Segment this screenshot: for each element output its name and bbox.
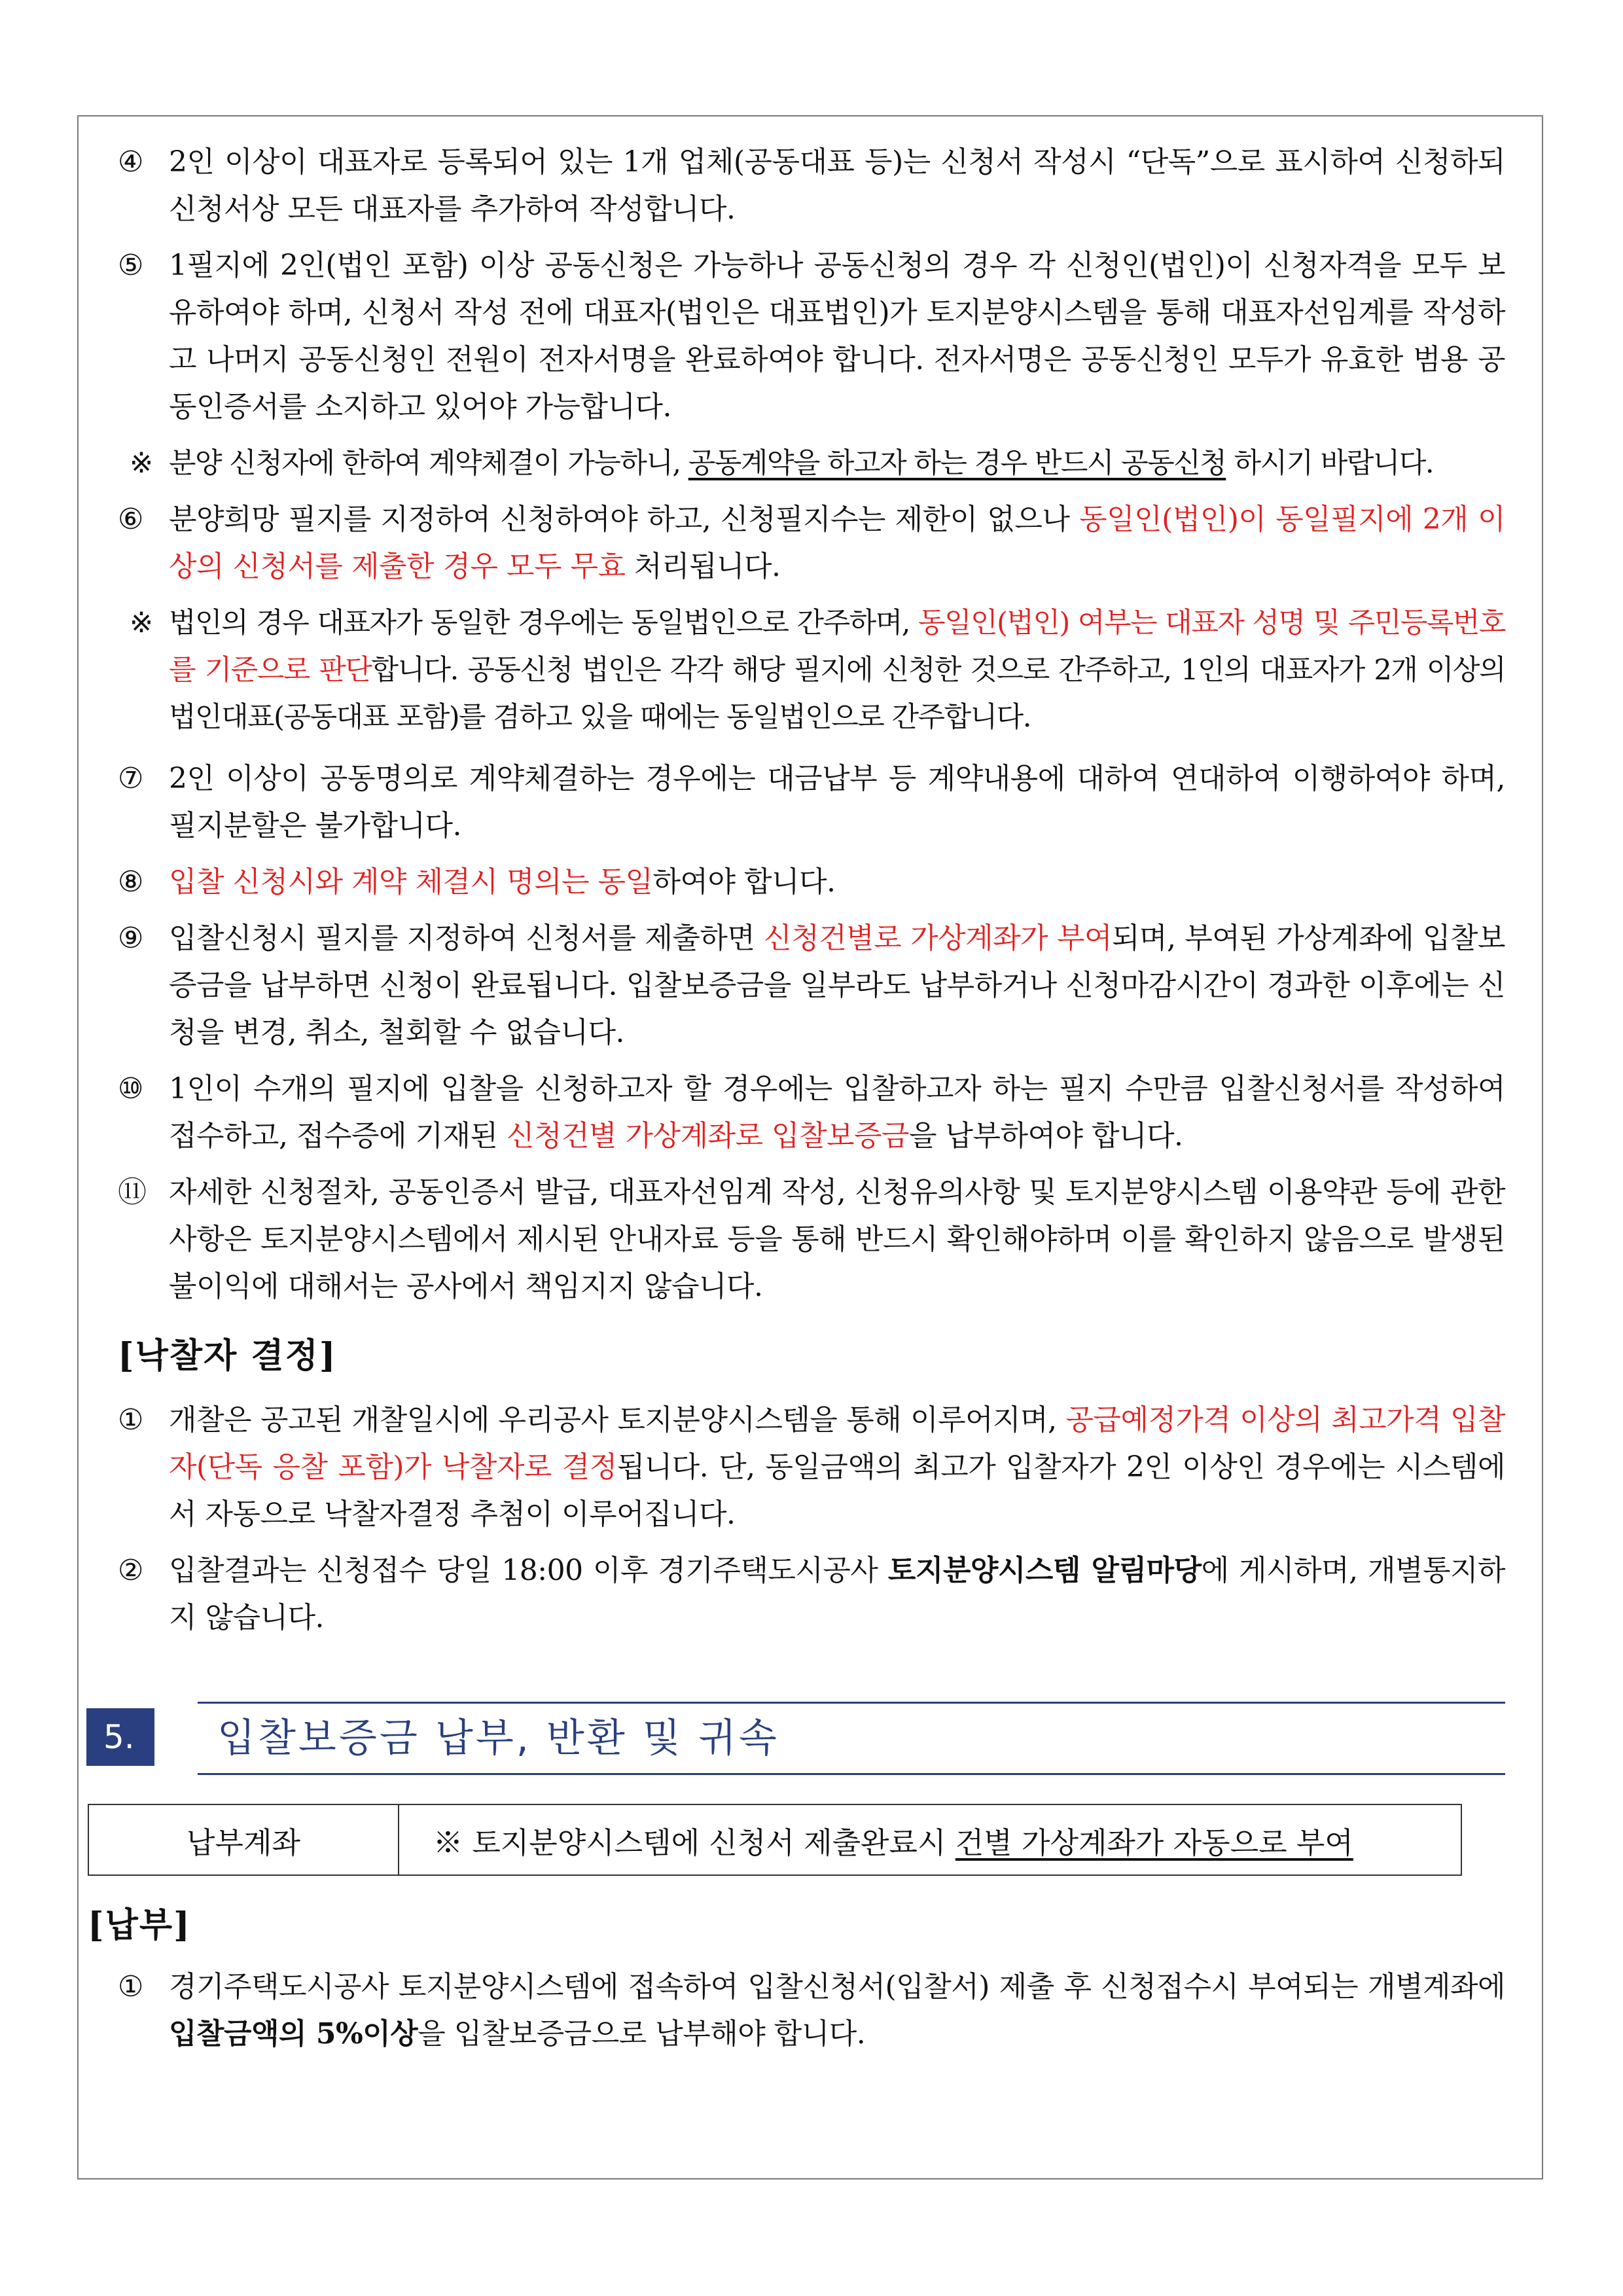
value-text: 토지분양시스템에 신청서 제출완료시	[472, 1825, 955, 1860]
note-joint-contract	[118, 440, 1505, 487]
item-number: ⑨	[118, 922, 143, 955]
item-text: 자세한 신청절차, 공동인증서 발급, 대표자선임계 작성, 신청유의사항 및 토지분양시스템 이용약관 등에 관한 사항은 토지분양시스템에서 제시된 안내자료 등을 통해 반드시 확인해야하며 이를 확인하지 않음으로 발생된 불이익에 대해서는 공사에서 책임지지 않습니다.	[169, 1175, 1505, 1303]
payment-heading: [납부]	[88, 1905, 191, 1945]
item-number: ②	[118, 1554, 143, 1587]
item-number: ①	[118, 1403, 143, 1437]
item-text-end: 됩니다. 단, 동일금액의 최고가 입찰자가 2인 이상인 경우에는 시스템에서 자동으로 낙찰자결정 추첨이 이루어집니다.	[169, 1450, 1505, 1531]
note-text-end: 하시기 바랍니다.	[1226, 447, 1434, 480]
note-text: 분양 신청자에 한하여 계약체결이 가능하니,	[169, 447, 688, 480]
item-number: ⑩	[118, 1072, 143, 1105]
item-text: 2인 이상이 공동명의로 계약체결하는 경우에는 대금납부 등 계약내용에 대하여 연대하여 이행하여야 하며, 필지분할은 불가합니다.	[169, 762, 1505, 842]
item-number: ⑤	[118, 249, 143, 282]
item-text: 분양희망 필지를 지정하여 신청하여야 하고, 신청필지수는 제한이 없으나	[169, 503, 1080, 536]
item-bold-text: 토지분양시스템 알림마당	[887, 1554, 1202, 1587]
item-warning-text: 공급예정가격 이상의 최고가격 입찰자(단독 응찰 포함)가 낙찰자로 결정	[169, 1403, 1505, 1484]
item-text: 개찰은 공고된 개찰일시에 우리공사 토지분양시스템을 통해 이루어지며,	[169, 1403, 1066, 1437]
note-warning-text: 동일인(법인) 여부는 대표자 성명 및 주민등록번호를 기준으로 판단	[169, 607, 1505, 687]
item-text-end: 되며, 부여된 가상계좌에 입찰보증금을 납부하면 신청이 완료됩니다. 입찰보증금을 일부라도 납부하거나 신청마감시간이 경과한 이후에는 신청을 변경, 취소, 철회할 수 없습니다.	[169, 922, 1506, 1049]
item-text-end: 에 게시하며, 개별통지하지 않습니다.	[169, 1554, 1505, 1634]
list-item-11	[118, 1169, 1505, 1310]
list-item-8	[118, 859, 1505, 906]
item-number: ⑥	[118, 503, 143, 536]
winner-decision-heading: [낙찰자 결정]	[118, 1336, 337, 1376]
list-item-4	[118, 139, 1505, 233]
item-number: ⑦	[118, 762, 143, 795]
item-text-end: 을 입찰보증금으로 납부해야 합니다.	[418, 2017, 866, 2051]
item-text: 입찰결과는 신청접수 당일 18:00 이후 경기주택도시공사	[169, 1554, 888, 1587]
item-text: 1인이 수개의 필지에 입찰을 신청하고자 할 경우에는 입찰하고자 하는 필지 수만큼 입찰신청서를 작성하여 접수하고, 접수증에 기재된	[169, 1072, 1505, 1153]
item-warning-text: 신청건별 가상계좌로 입찰보증금	[507, 1119, 910, 1153]
list-item-9	[118, 915, 1505, 1056]
reference-mark-icon: ※	[130, 607, 152, 639]
list-item-7	[118, 755, 1505, 850]
payment-item-1	[118, 1964, 1505, 2058]
note-same-corporation	[118, 600, 1505, 741]
item-warning-text: 입찰 신청시와 계약 체결시 명의는 동일	[169, 865, 653, 899]
table-value-cell	[399, 1804, 1461, 1875]
item-text: 입찰신청시 필지를 지정하여 신청서를 제출하면	[169, 922, 764, 955]
note-text-end: 합니다. 공동신청 법인은 각각 해당 필지에 신청한 것으로 간주하고, 1인의 대표자가 2개 이상의 법인대표(공동대표 포함)를 겸하고 있을 때에는 동일법인으로 간주합니다.	[169, 654, 1505, 734]
list-item-10	[118, 1066, 1505, 1160]
winner-item-1	[118, 1397, 1505, 1538]
section-number-badge: 5.	[86, 1708, 154, 1766]
item-number: ①	[118, 1970, 143, 2003]
note-underlined-text: 공동계약을 하고자 하는 경우 반드시 공동신청	[688, 447, 1226, 480]
value-underlined-text: 건별 가상계좌가 자동으로 부여	[955, 1825, 1353, 1860]
item-bold-text: 입찰금액의 5%이상	[169, 2017, 418, 2051]
document-body	[88, 139, 1506, 2067]
item-text: 2인 이상이 대표자로 등록되어 있는 1개 업체(공동대표 등)는 신청서 작성시 “단독”으로 표시하여 신청하되 신청서상 모든 대표자를 추가하여 작성합니다.	[169, 145, 1505, 226]
item-warning-text: 동일인(법인)이 동일필지에 2개 이상의 신청서를 제출한 경우 모두 무효	[169, 503, 1505, 583]
section-5-header	[103, 1702, 1505, 1780]
list-item-6	[118, 496, 1505, 590]
reference-mark-icon: ※	[130, 447, 152, 480]
item-text: 경기주택도시공사 토지분양시스템에 접속하여 입찰신청서(입찰서) 제출 후 신청접수시 부여되는 개별계좌에	[169, 1970, 1505, 2003]
item-number: ⑧	[118, 865, 143, 899]
item-number: ⑪	[118, 1175, 147, 1209]
list-item-5	[118, 242, 1505, 431]
section-title: 입찰보증금 납부, 반환 및 귀속	[198, 1702, 1505, 1775]
item-number: ④	[118, 145, 143, 179]
item-text-end: 처리됩니다.	[625, 550, 781, 583]
item-warning-text: 신청건별로 가상계좌가 부여	[764, 922, 1112, 955]
winner-item-2	[118, 1547, 1505, 1641]
page-frame	[77, 115, 1543, 2179]
item-text-end: 을 납부하여야 합니다.	[909, 1119, 1183, 1153]
item-text: 1필지에 2인(법인 포함) 이상 공동신청은 가능하나 공동신청의 경우 각 신청인(법인)이 신청자격을 모두 보유하여야 하며, 신청서 작성 전에 대표자(법인은 대표법인)가 토지분양시스템을 통해 대표자선임계를 작성하고 나머지 공동신청인 전원이 전자서명을 완료하여야 합니다. 전자서명은 공동신청인 모두가 유효한 범용 공동인증서를 소지하고 있어야 가능합니다.	[169, 249, 1505, 423]
payment-account-table	[88, 1804, 1462, 1876]
item-text-end: 하여야 합니다.	[652, 865, 836, 899]
table-label-cell: 납부계좌	[88, 1804, 399, 1875]
reference-mark-icon: ※	[433, 1825, 463, 1860]
table-row	[88, 1804, 1461, 1875]
note-text: 법인의 경우 대표자가 동일한 경우에는 동일법인으로 간주하며,	[169, 607, 919, 639]
